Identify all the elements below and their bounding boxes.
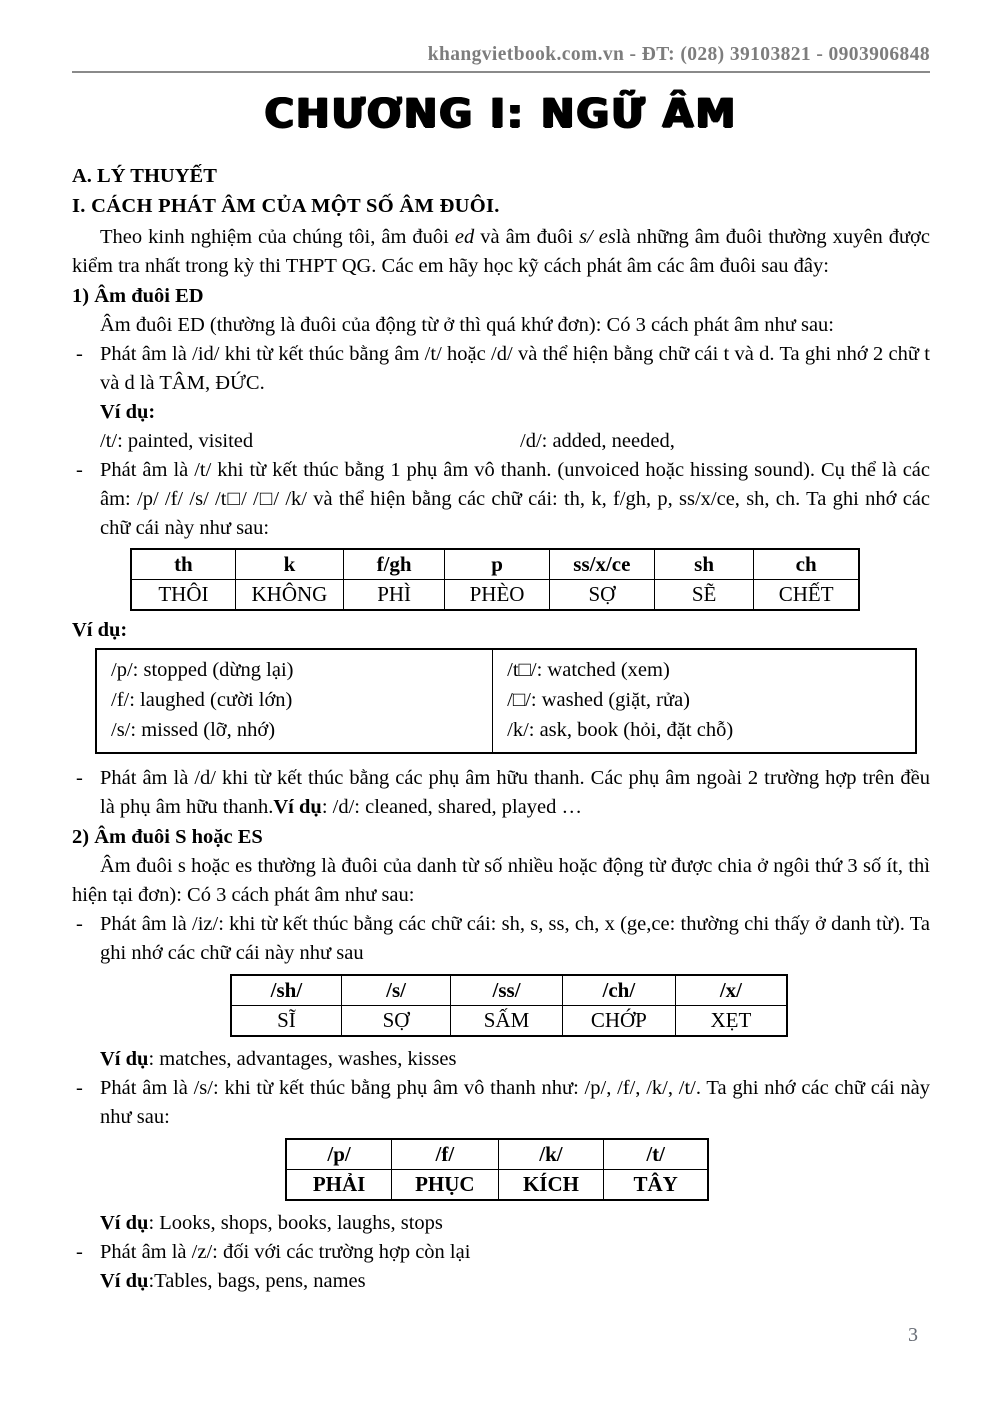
table-header-cell: ss/x/ce [549, 549, 654, 580]
intro-paragraph [72, 223, 930, 281]
table-header-cell: /ch/ [562, 975, 675, 1006]
table-cell: PHỤC [392, 1170, 498, 1201]
page-header [72, 44, 930, 73]
bullet-t-text: Phát âm là /t/ khi từ kết thúc bằng 1 phụ âm vô thanh. (unvoiced hoặc hissing sound). Cụ thể là các âm: /p/ /f/ /s/ /t□/ /□/ /k/ và thể hiện bằng các chữ cái: th, k, f/gh, p, ss/x/ce, sh, ch. Ta ghi nhớ các chữ cái này như sau: [100, 459, 930, 539]
table-header-cell: /ss/ [451, 975, 563, 1006]
intro-text-3: là những âm đuôi thường xuyên được kiểm tra nhất trong kỳ thi THPT QG. Các em hãy học kỹ cách phát âm các âm đuôi sau đây: [72, 226, 930, 277]
table-header-cell: f/gh [344, 549, 445, 580]
intro-italic-s-es: s/ es [579, 226, 616, 248]
table-value-row [231, 1006, 787, 1037]
table-header-row [131, 549, 859, 580]
heading-section-a: A. LÝ THUYẾT [72, 165, 217, 187]
bullet-s-rule [72, 1074, 930, 1132]
table-header-cell: /t/ [604, 1139, 708, 1170]
bullet-iz-text: Phát âm là /iz/: khi từ kết thúc bằng các chữ cái: sh, s, ss, ch, x (ge,ce: thường chi thấy ở danh từ). Ta ghi nhớ các chữ cái này như sau [100, 913, 930, 964]
vidu-s-examples: : Looks, shops, books, laughs, stops [148, 1212, 443, 1234]
bullet-z-text: Phát âm là /z/: đối với các trường hợp còn lại [100, 1241, 471, 1263]
ed-lead-paragraph: Âm đuôi ED (thường là đuôi của động từ ở thì quá khứ đơn): Có 3 cách phát âm như sau: [100, 314, 834, 336]
table-cell: SĨ [231, 1006, 341, 1037]
table-header-cell: p [445, 549, 550, 580]
intro-italic-ed: ed [454, 226, 475, 248]
table-header-row [231, 975, 787, 1006]
example-item: /p/: stopped (dừng lại) [111, 659, 294, 681]
table-cell: SẤM [451, 1006, 563, 1037]
table-header-cell: /s/ [341, 975, 450, 1006]
chapter-title: CHƯƠNG I: NGỮ ÂM [264, 91, 738, 137]
heading-am-duoi-s-es: 2) Âm đuôi S hoặc ES [72, 826, 263, 848]
s-memory-table [285, 1138, 709, 1201]
bullet-z-rule [72, 1238, 930, 1267]
vidu-label-1: Ví dụ: [100, 401, 156, 423]
bullet-t-rule [72, 456, 930, 543]
table-cell: CHỚP [562, 1006, 675, 1037]
vidu-s-label: Ví dụ [100, 1212, 149, 1234]
table-header-cell: /k/ [498, 1139, 604, 1170]
table-header-cell: /sh/ [231, 975, 341, 1006]
table-header-cell: /f/ [392, 1139, 498, 1170]
bullet-s-text: Phát âm là /s/: khi từ kết thúc bằng phụ âm vô thanh như: /p/, /f/, /k/, /t/. Ta ghi nhớ các chữ cái này như sau: [100, 1077, 930, 1128]
s-es-lead-paragraph: Âm đuôi s hoặc es thường là đuôi của danh từ số nhiều hoặc động từ được chia ở ngôi thứ 3 số ít, thì hiện tại đơn): Có 3 cách phát âm như sau: [72, 855, 930, 906]
table-header-cell: ch [754, 549, 859, 580]
example-d: /d/: added, needed, [520, 430, 675, 452]
page-number: 3 [908, 1324, 918, 1346]
example-item: /t□/: watched (xem) [507, 659, 670, 681]
table-cell: KHÔNG [235, 580, 343, 611]
bullet-d-text: Phát âm là /d/ khi từ kết thúc bằng các phụ âm hữu thanh. Các phụ âm ngoài 2 trường hợp trên đều là phụ âm hữu thanh. [100, 767, 930, 818]
example-t: /t/: painted, visited [100, 430, 254, 452]
table-header-cell: /p/ [286, 1139, 392, 1170]
intro-text-1: Theo kinh nghiệm của chúng tôi, âm đuôi [100, 226, 455, 248]
ed-example-table [95, 648, 917, 754]
example-item: /k/: ask, book (hỏi, đặt chỗ) [507, 719, 734, 741]
table-cell: SỢ [549, 580, 654, 611]
table-cell: PHÌ [344, 580, 445, 611]
table-cell: PHÈO [445, 580, 550, 611]
table-value-row [131, 580, 859, 611]
vidu-z-label: Ví dụ [100, 1270, 149, 1292]
vidu-z-line [100, 1267, 930, 1296]
vidu-iz-examples: : matches, advantages, washes, kisses [148, 1048, 457, 1070]
example-table-left-cell [96, 649, 493, 753]
table-value-row [286, 1170, 708, 1201]
ed-examples-line [72, 427, 930, 456]
table-cell: XẸT [675, 1006, 787, 1037]
bullet-d-vidu-bold: Ví dụ [273, 796, 322, 818]
ed-t-memory-table [130, 548, 860, 611]
table-header-cell: k [235, 549, 343, 580]
example-item: /f/: laughed (cười lớn) [111, 689, 293, 711]
table-cell: PHẢI [286, 1170, 392, 1201]
heading-am-duoi-ed: 1) Âm đuôi ED [72, 285, 204, 307]
table-header-cell: /x/ [675, 975, 787, 1006]
bullet-dash: - [76, 913, 83, 935]
bullet-dash: - [76, 459, 83, 481]
table-cell: TÂY [604, 1170, 708, 1201]
iz-memory-table [230, 974, 788, 1037]
vidu-iz-label: Ví dụ [100, 1048, 149, 1070]
table-cell: THÔI [131, 580, 235, 611]
table-cell: KÍCH [498, 1170, 604, 1201]
table-cell: SỢ [341, 1006, 450, 1037]
bullet-d-rule [72, 764, 930, 822]
table-header-row [286, 1139, 708, 1170]
bullet-id-text: Phát âm là /id/ khi từ kết thúc bằng âm /t/ hoặc /d/ và thể hiện bằng chữ cái t và d. Ta ghi nhớ 2 chữ t và d là TÂM, ĐỨC. [100, 343, 930, 394]
bullet-dash: - [76, 343, 83, 365]
example-item: /□/: washed (giặt, rửa) [507, 689, 691, 711]
bullet-dash: - [76, 767, 83, 789]
table-cell: SẼ [654, 580, 753, 611]
example-item: /s/: missed (lỡ, nhớ) [111, 719, 276, 741]
bullet-dash: - [76, 1241, 83, 1263]
vidu-iz-line [100, 1045, 930, 1074]
bullet-dash: - [76, 1077, 83, 1099]
bullet-d-text-2: : /d/: cleaned, shared, played … [321, 796, 582, 818]
vidu-label-2: Ví dụ: [72, 619, 128, 641]
example-table-right-cell [493, 649, 916, 753]
bullet-id-rule [72, 340, 930, 398]
table-cell: CHẾT [754, 580, 859, 611]
vidu-z-examples: :Tables, bags, pens, names [148, 1270, 366, 1292]
heading-section-i: I. CÁCH PHÁT ÂM CỦA MỘT SỐ ÂM ĐUÔI. [72, 195, 500, 217]
publisher-contact: khangvietbook.com.vn - ĐT: (028) 39103821 - 0903906848 [427, 44, 930, 65]
bullet-iz-rule [72, 910, 930, 968]
table-header-cell: th [131, 549, 235, 580]
vidu-s-line [100, 1209, 930, 1238]
intro-text-2: và âm đuôi [474, 226, 580, 248]
table-row [96, 649, 916, 753]
table-header-cell: sh [654, 549, 753, 580]
